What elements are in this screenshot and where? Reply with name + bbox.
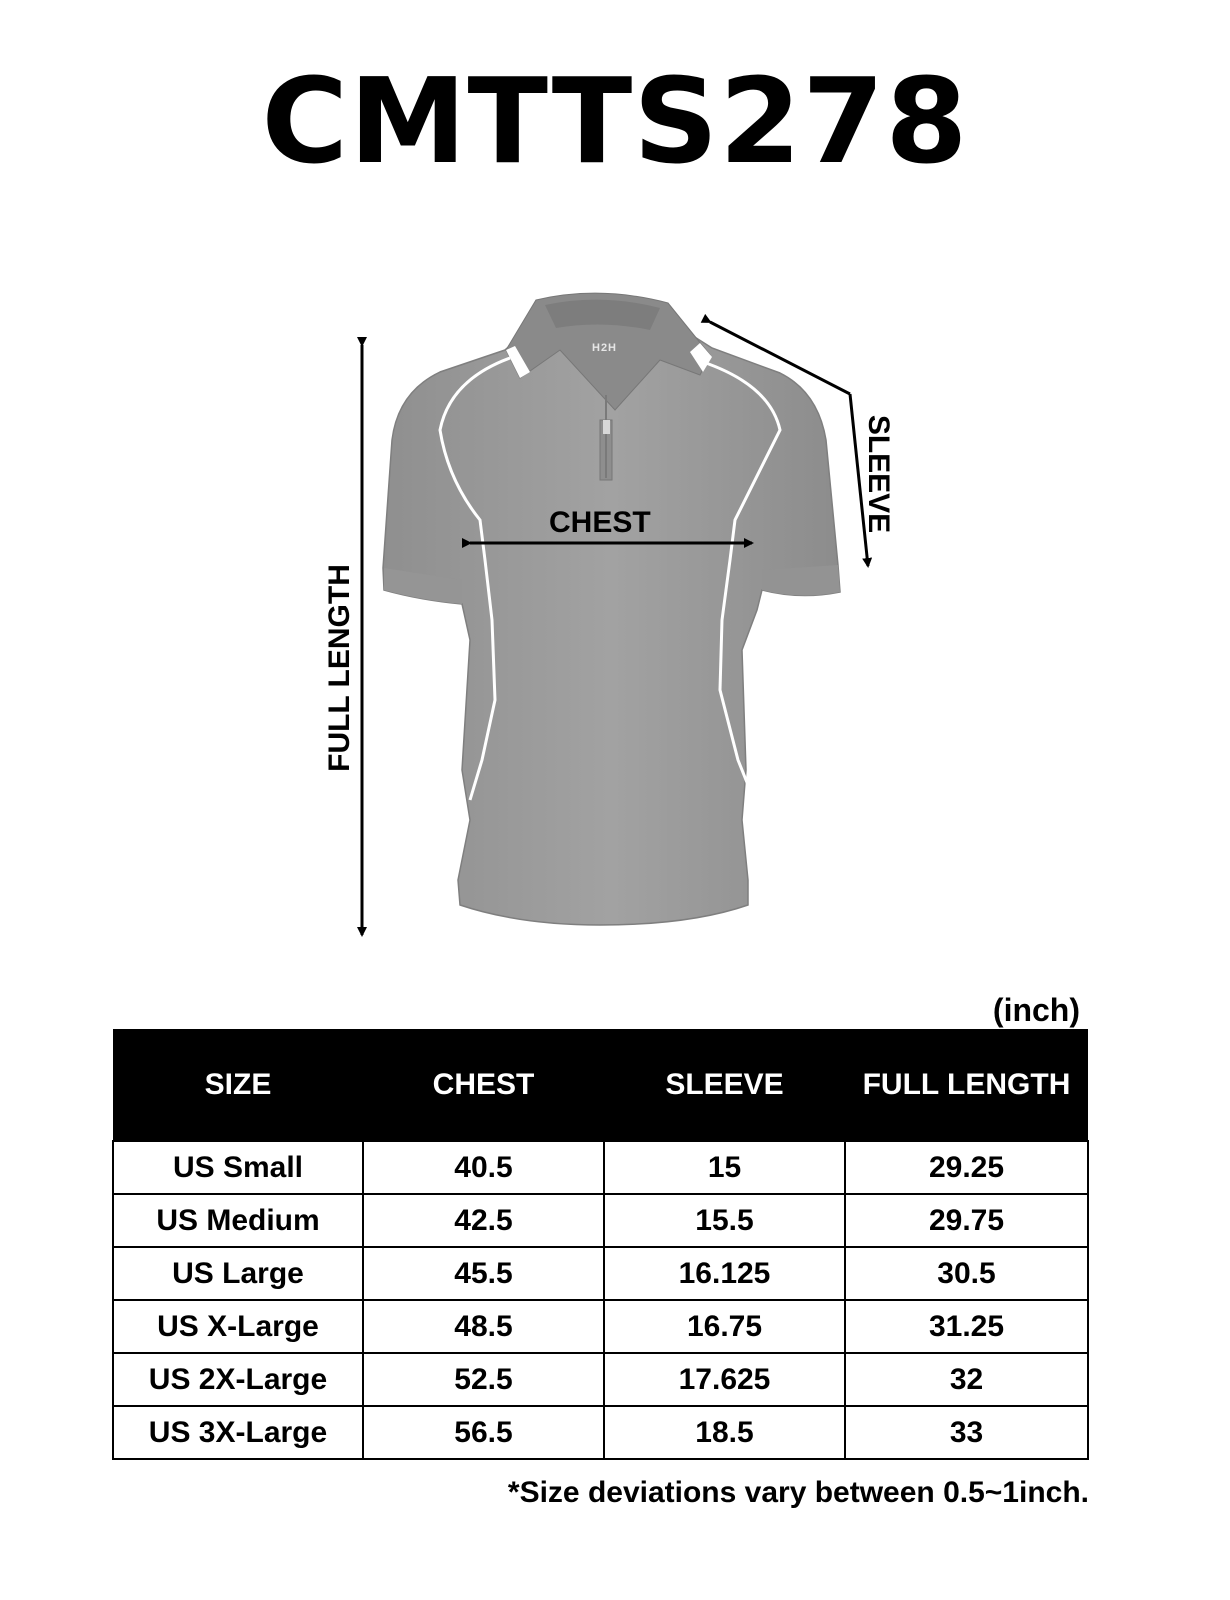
sleeve-label: SLEEVE xyxy=(862,414,895,534)
header-sleeve: SLEEVE xyxy=(604,1029,845,1141)
size-chart-table xyxy=(112,1029,1089,1460)
cell-full-length: 29.25 xyxy=(845,1141,1088,1194)
cell-size: US Medium xyxy=(113,1194,363,1247)
cell-full-length: 31.25 xyxy=(845,1300,1088,1353)
cell-full-length: 32 xyxy=(845,1353,1088,1406)
right-cuff xyxy=(762,565,840,596)
cell-size: US X-Large xyxy=(113,1300,363,1353)
cell-chest: 52.5 xyxy=(363,1353,604,1406)
cell-chest: 48.5 xyxy=(363,1300,604,1353)
cell-chest: 40.5 xyxy=(363,1141,604,1194)
unit-label: (inch) xyxy=(992,992,1080,1028)
chest-label: CHEST xyxy=(549,506,651,539)
cell-chest: 45.5 xyxy=(363,1247,604,1300)
table-row xyxy=(113,1194,1088,1247)
cell-chest: 56.5 xyxy=(363,1406,604,1459)
cell-size: US Small xyxy=(113,1141,363,1194)
header-chest: CHEST xyxy=(363,1029,604,1141)
table-header-row xyxy=(113,1029,1088,1141)
cell-sleeve: 17.625 xyxy=(604,1353,845,1406)
table-row xyxy=(113,1247,1088,1300)
cell-sleeve: 16.125 xyxy=(604,1247,845,1300)
cell-chest: 42.5 xyxy=(363,1194,604,1247)
brand-logo: H2H xyxy=(592,342,618,354)
cell-size: US 3X-Large xyxy=(113,1406,363,1459)
size-deviation-note: *Size deviations vary between 0.5~1inch. xyxy=(507,1476,1089,1509)
cell-sleeve: 18.5 xyxy=(604,1406,845,1459)
full-length-label: FULL LENGTH xyxy=(323,564,356,772)
cell-sleeve: 15.5 xyxy=(604,1194,845,1247)
header-size: SIZE xyxy=(113,1029,363,1141)
table-row xyxy=(113,1300,1088,1353)
product-code-title: CMTTS278 xyxy=(261,52,969,190)
cell-sleeve: 16.75 xyxy=(604,1300,845,1353)
table-row xyxy=(113,1141,1088,1194)
table-row xyxy=(113,1406,1088,1459)
cell-full-length: 33 xyxy=(845,1406,1088,1459)
cell-full-length: 29.75 xyxy=(845,1194,1088,1247)
cell-size: US Large xyxy=(113,1247,363,1300)
cell-sleeve: 15 xyxy=(604,1141,845,1194)
table-row xyxy=(113,1353,1088,1406)
cell-full-length: 30.5 xyxy=(845,1247,1088,1300)
header-full-length: FULL LENGTH xyxy=(845,1029,1088,1141)
cell-size: US 2X-Large xyxy=(113,1353,363,1406)
